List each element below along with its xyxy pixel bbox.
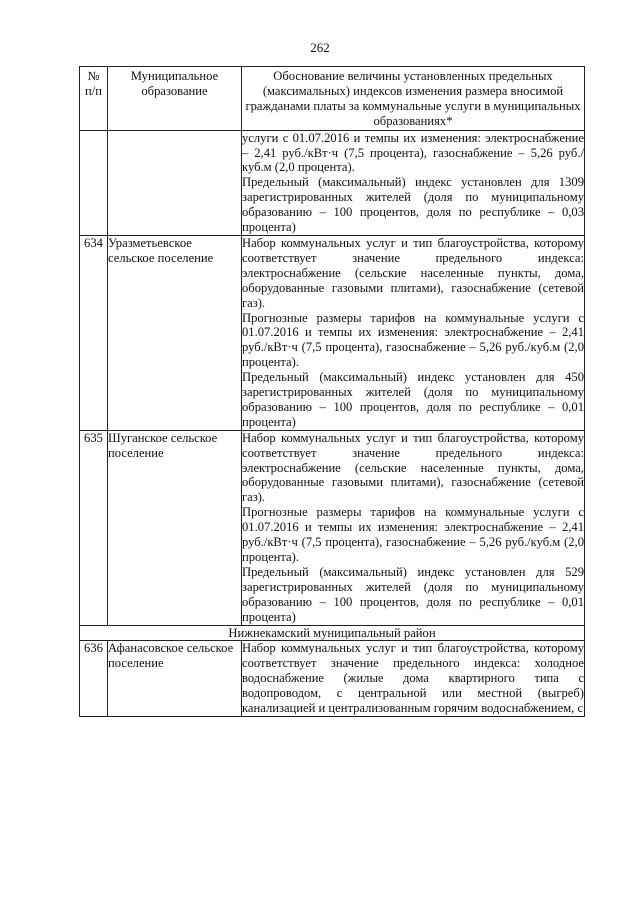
justification-paragraph: Набор коммунальных услуг и тип благоустройства, которому соответствует значение предельного индекса: холодное водоснабжение (жилые дома квартирного типа с водопроводом, с центральной или местной (выгреб) канализацией и централизованным горячим водоснабжением, с <box>242 641 584 716</box>
row-number: 634 <box>80 235 108 430</box>
row-municipality: Шуганское сельское поселение <box>108 430 242 625</box>
justification-paragraph: Набор коммунальных услуг и тип благоустройства, которому соответствует значение предельного индекса: электроснабжение (сельские населенные пункты, дома, оборудованные газовыми плитами), газоснабжение (сетевой газ). <box>242 235 584 310</box>
row-municipality: Афанасовское сельское поселение <box>108 641 242 717</box>
table-row <box>80 130 585 235</box>
table-header-row <box>80 67 585 131</box>
justification-paragraph: Предельный (максимальный) индекс установлен для 1309 зарегистрированных жителей (доля по муниципальному образованию – 100 процентов, доля по республике – 0,03 процента) <box>242 175 584 235</box>
justification-paragraph: Предельный (максимальный) индекс установлен для 529 зарегистрированных жителей (доля по муниципальному образованию – 100 процентов, доля по республике – 0,01 процента) <box>242 564 584 624</box>
table-row <box>80 641 585 717</box>
row-justification <box>242 130 585 235</box>
header-municipality: Муниципальное образование <box>108 67 242 131</box>
justification-paragraph: Прогнозные размеры тарифов на коммунальные услуги с 01.07.2016 и темпы их изменения: электроснабжение – 2,41 руб./кВт·ч (7,5 процента), газоснабжение – 5,26 руб./куб.м (2,0 процента). <box>242 310 584 370</box>
justification-paragraph: Предельный (максимальный) индекс установлен для 450 зарегистрированных жителей (доля по муниципальному образованию – 100 процентов, доля по республике – 0,01 процента) <box>242 370 584 429</box>
header-number: № п/п <box>80 67 108 131</box>
justification-paragraph: услуги с 01.07.2016 и темпы их изменения: электроснабжение – 2,41 руб./кВт·ч (7,5 процента), газоснабжение – 5,26 руб./куб.м (2,0 процента). <box>242 130 584 175</box>
row-number: 635 <box>80 430 108 625</box>
district-heading: Нижнекамский муниципальный район <box>80 625 585 641</box>
table-row <box>80 430 585 625</box>
district-row <box>80 625 585 641</box>
row-number: 636 <box>80 641 108 717</box>
row-municipality <box>108 130 242 235</box>
row-justification <box>242 430 585 625</box>
page-number: 262 <box>310 40 330 55</box>
row-justification <box>242 641 585 717</box>
row-justification <box>242 235 585 430</box>
tariff-index-table <box>79 66 585 717</box>
table-row <box>80 235 585 430</box>
row-number <box>80 130 108 235</box>
header-justification: Обоснование величины установленных предельных (максимальных) индексов изменения размера вносимой гражданами платы за коммунальные услуги в муниципальных образованиях* <box>242 67 585 131</box>
row-municipality: Уразметьевское сельское поселение <box>108 235 242 430</box>
justification-paragraph: Прогнозные размеры тарифов на коммунальные услуги с 01.07.2016 и темпы их изменения: электроснабжение – 2,41 руб./кВт·ч (7,5 процента), газоснабжение – 5,26 руб./куб.м (2,0 процента). <box>242 505 584 564</box>
justification-paragraph: Набор коммунальных услуг и тип благоустройства, которому соответствует значение предельного индекса: электроснабжение (сельские населенные пункты, дома, оборудованные газовыми плитами), газоснабжение (сетевой газ). <box>242 430 584 505</box>
